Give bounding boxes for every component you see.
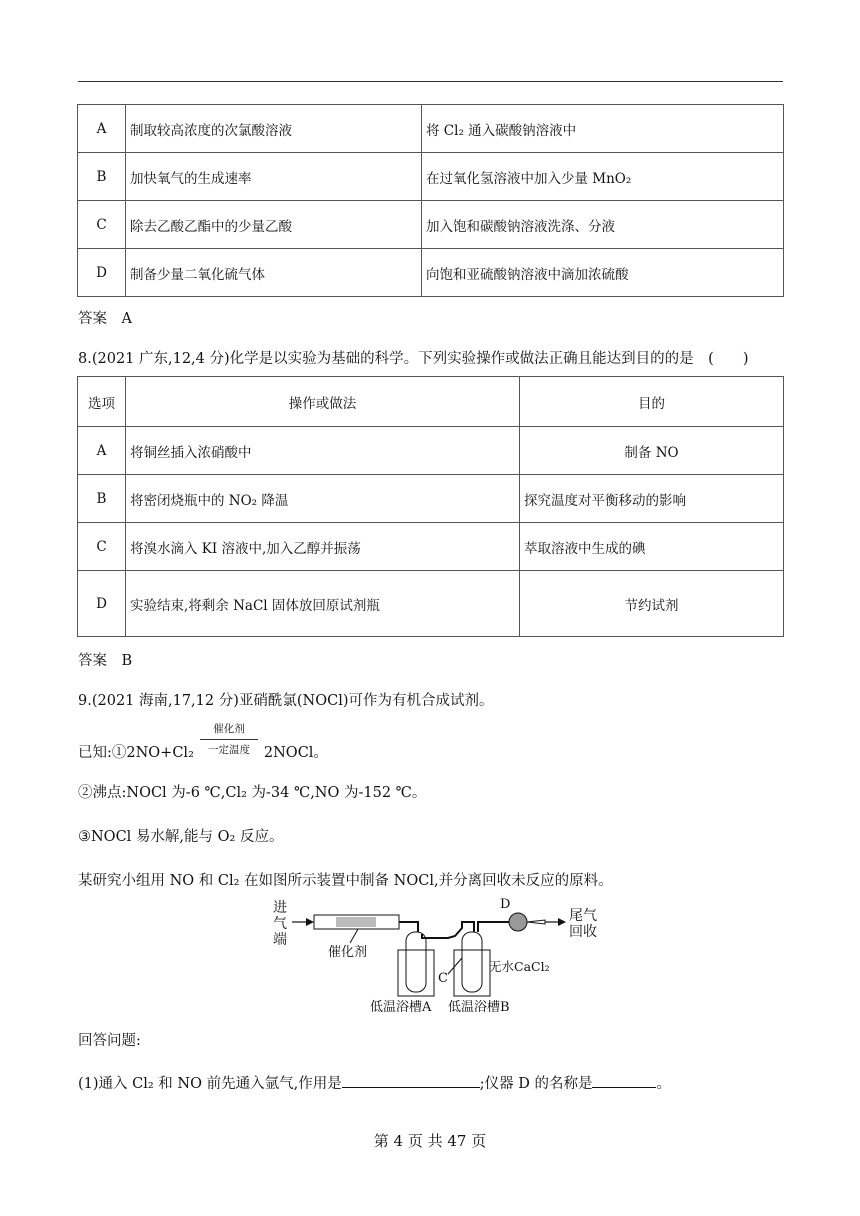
svg-text:进: 进 xyxy=(273,900,287,916)
apparatus-diagram xyxy=(270,898,600,1018)
experiment-intro: 某研究小组用 NO 和 Cl₂ 在如图所示装置中制备 NOCl,并分离回收未反应的原料。 xyxy=(78,873,613,889)
table-row xyxy=(78,105,784,153)
method-cell: 将 Cl₂ 通入碳酸钠溶液中 xyxy=(422,105,784,153)
goal-cell: 制备 NO xyxy=(520,427,784,475)
table-row xyxy=(78,249,784,297)
method-cell: 向饱和亚硫酸钠溶液中滴加浓硫酸 xyxy=(422,249,784,297)
catalyst-label: 催化剂 xyxy=(213,723,245,735)
table-row xyxy=(78,153,784,201)
label-c: C xyxy=(438,971,448,986)
bath-a-label: 低温浴槽A xyxy=(370,1000,432,1015)
bath-b-label: 低温浴槽B xyxy=(448,1000,510,1015)
svg-text:气: 气 xyxy=(273,916,287,932)
method-cell: 加入饱和碳酸钠溶液洗涤、分液 xyxy=(422,201,784,249)
option-cell: A xyxy=(78,105,126,153)
table-header-row xyxy=(78,377,784,427)
option-cell: C xyxy=(78,201,126,249)
table-row xyxy=(78,571,784,637)
outlet-label xyxy=(569,908,597,940)
temperature-label: 一定温度 xyxy=(208,744,250,756)
answer-q8: 答案 B xyxy=(78,653,133,669)
answer-blank-2 xyxy=(592,1073,656,1088)
answer-q7: 答案 A xyxy=(78,311,132,327)
purpose-cell: 制备少量二氧化硫气体 xyxy=(126,249,422,297)
known-equation xyxy=(78,741,328,762)
options-table-q8 xyxy=(77,376,784,637)
table-row xyxy=(78,201,784,249)
boiling-points: ②沸点:NOCl 为-6 ℃,Cl₂ 为-34 ℃,NO 为-152 ℃。 xyxy=(78,785,427,801)
svg-text:端: 端 xyxy=(273,932,287,948)
operation-cell: 实验结束,将剩余 NaCl 固体放回原试剂瓶 xyxy=(126,571,520,637)
option-cell: C xyxy=(78,523,126,571)
goal-cell: 萃取溶液中生成的碘 xyxy=(520,523,784,571)
goal-cell: 探究温度对平衡移动的影响 xyxy=(520,475,784,523)
svg-text:尾气: 尾气 xyxy=(569,908,597,924)
option-cell: B xyxy=(78,475,126,523)
svg-text:回收: 回收 xyxy=(569,924,597,940)
desiccant-label: 无水CaCl₂ xyxy=(489,959,550,974)
goal-cell: 节约试剂 xyxy=(520,571,784,637)
table-row xyxy=(78,427,784,475)
answer-blank-1 xyxy=(342,1073,480,1088)
inlet-label xyxy=(273,900,287,948)
purpose-cell: 制取较高浓度的次氯酸溶液 xyxy=(126,105,422,153)
operation-cell: 将溴水滴入 KI 溶液中,加入乙醇并振荡 xyxy=(126,523,520,571)
drying-tube-d xyxy=(509,913,545,931)
option-cell: D xyxy=(78,249,126,297)
question-8-stem: 8.(2021 广东,12,4 分)化学是以实验为基础的科学。下列实验操作或做法正确且能达到目的的是 ( ) xyxy=(78,351,749,367)
header-cell: 操作或做法 xyxy=(126,377,520,427)
equation-product: 2NOCl。 xyxy=(263,745,328,761)
purpose-cell: 除去乙酸乙酯中的少量乙酸 xyxy=(126,201,422,249)
method-cell: 在过氧化氢溶液中加入少量 MnO₂ xyxy=(422,153,784,201)
header-cell: 选项 xyxy=(78,377,126,427)
table-row xyxy=(78,523,784,571)
sub-question-1: (1)通入 Cl₂ 和 NO 前先通入氩气,作用是 ;仪器 D 的名称是 。 xyxy=(78,1072,671,1093)
option-cell: B xyxy=(78,153,126,201)
cold-trap-a xyxy=(398,932,434,996)
page-footer: 第 4 页 共 47 页 xyxy=(373,1132,487,1150)
question-9-stem: 9.(2021 海南,17,12 分)亚硝酰氯(NOCl)可作为有机合成试剂。 xyxy=(78,693,494,709)
answer-prompt: 回答问题: xyxy=(78,1033,141,1049)
header-rule xyxy=(78,81,783,82)
cold-trap-b xyxy=(454,932,490,996)
option-cell: D xyxy=(78,571,126,637)
nocl-property: ③NOCl 易水解,能与 O₂ 反应。 xyxy=(78,829,284,845)
label-d: D xyxy=(500,898,511,912)
operation-cell: 将铜丝插入浓硝酸中 xyxy=(126,427,520,475)
option-cell: A xyxy=(78,427,126,475)
catalyst-text: 催化剂 xyxy=(328,945,368,960)
equation-reactants: 已知:①2NO+Cl₂ xyxy=(78,745,194,761)
header-cell: 目的 xyxy=(520,377,784,427)
reaction-arrow-line xyxy=(200,739,258,740)
operation-cell: 将密闭烧瓶中的 NO₂ 降温 xyxy=(126,475,520,523)
purpose-cell: 加快氧气的生成速率 xyxy=(126,153,422,201)
options-table-q7 xyxy=(77,104,784,297)
table-row xyxy=(78,475,784,523)
catalyst-tube xyxy=(314,915,410,929)
